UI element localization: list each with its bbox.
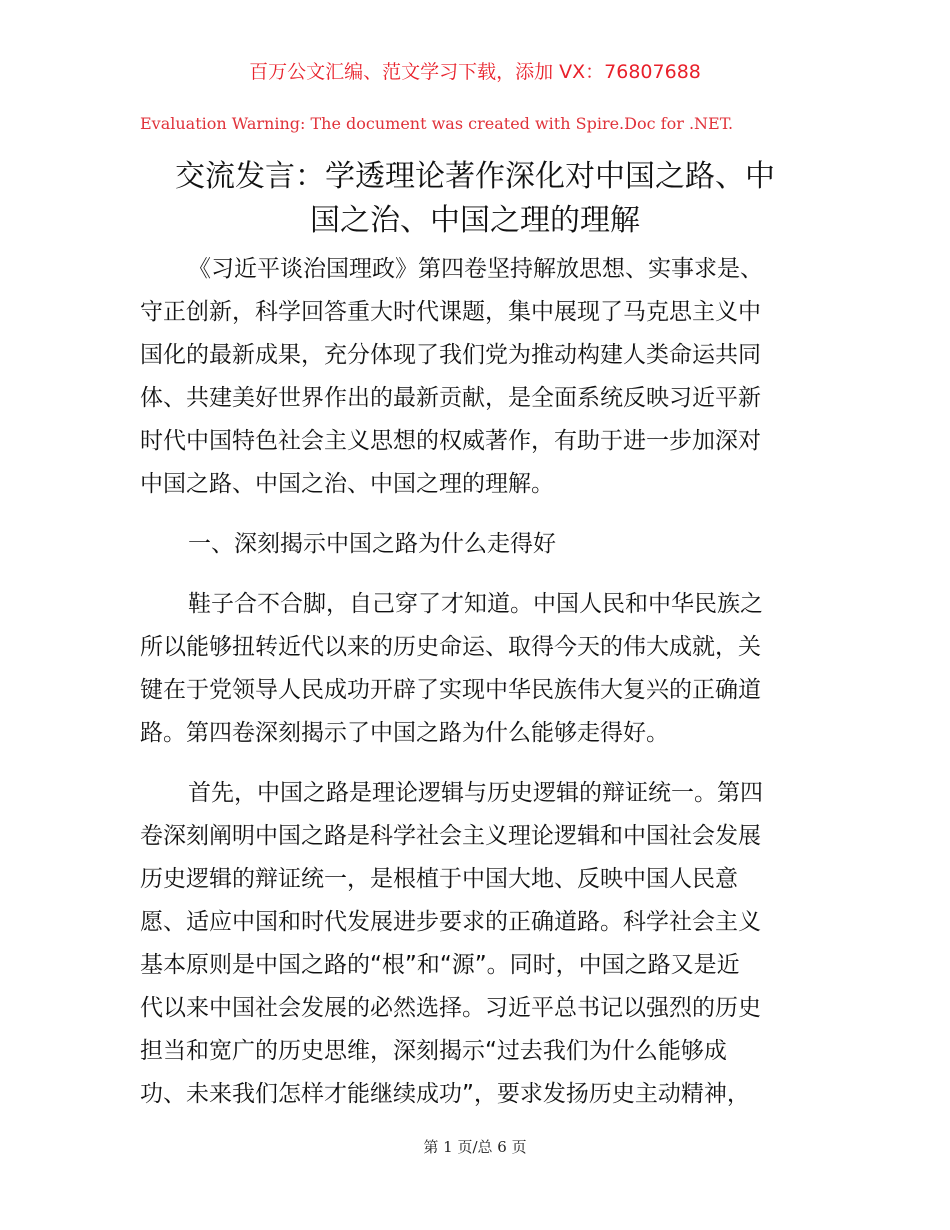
evaluation-warning: Evaluation Warning: The document was created with Spire.Doc for .NET. bbox=[140, 114, 734, 133]
text-line: 首先，中国之路是理论逻辑与历史逻辑的辩证统一。第四 bbox=[188, 780, 763, 806]
text-line: 历史逻辑的辩证统一，是根植于中国大地、反映中国人民意 bbox=[140, 866, 738, 892]
text-line: 代以来中国社会发展的必然选择。习近平总书记以强烈的历史 bbox=[140, 995, 761, 1021]
header-banner: 百万公文汇编、范文学习下载，添加 VX：76807688 bbox=[249, 61, 701, 83]
text-line: 时代中国特色社会主义思想的权威著作，有助于进一步加深对 bbox=[140, 428, 761, 454]
text-line: 功、未来我们怎样才能继续成功”，要求发扬历史主动精神， bbox=[140, 1081, 750, 1107]
section-heading-text: 一、深刻揭示中国之路为什么走得好 bbox=[188, 531, 556, 557]
document-body bbox=[140, 248, 820, 1116]
document-title bbox=[140, 155, 810, 243]
page-number: 第 1 页/总 6 页 bbox=[423, 1138, 527, 1156]
text-line: 国化的最新成果，充分体现了我们党为推动构建人类命运共同 bbox=[140, 342, 761, 368]
text-line: 键在于党领导人民成功开辟了实现中华民族伟大复兴的正确道 bbox=[140, 677, 761, 703]
paragraph-first bbox=[140, 772, 820, 1116]
text-line: 鞋子合不合脚，自己穿了才知道。中国人民和中华民族之 bbox=[188, 591, 763, 617]
title-line-2: 国之治、中国之理的理解 bbox=[310, 203, 640, 238]
text-line: 路。第四卷深刻揭示了中国之路为什么能够走得好。 bbox=[140, 720, 669, 746]
text-line: 愿、适应中国和时代发展进步要求的正确道路。科学社会主义 bbox=[140, 909, 761, 935]
paragraph-shoes bbox=[140, 583, 820, 755]
section-heading-1 bbox=[140, 523, 820, 566]
title-line-1: 交流发言：学透理论著作深化对中国之路、中 bbox=[175, 159, 775, 194]
text-line: 守正创新，科学回答重大时代课题，集中展现了马克思主义中 bbox=[140, 299, 761, 325]
text-line: 担当和宽广的历史思维，深刻揭示“过去我们为什么能够成 bbox=[140, 1038, 727, 1064]
text-line: 体、共建美好世界作出的最新贡献，是全面系统反映习近平新 bbox=[140, 385, 761, 411]
text-line: 《习近平谈治国理政》第四卷坚持解放思想、实事求是、 bbox=[188, 256, 763, 282]
text-line: 中国之路、中国之治、中国之理的理解。 bbox=[140, 471, 554, 497]
paragraph-intro bbox=[140, 248, 820, 506]
text-line: 所以能够扭转近代以来的历史命运、取得今天的伟大成就，关 bbox=[140, 634, 761, 660]
text-line: 卷深刻阐明中国之路是科学社会主义理论逻辑和中国社会发展 bbox=[140, 823, 761, 849]
text-line: 基本原则是中国之路的“根”和“源”。同时，中国之路又是近 bbox=[140, 952, 740, 978]
